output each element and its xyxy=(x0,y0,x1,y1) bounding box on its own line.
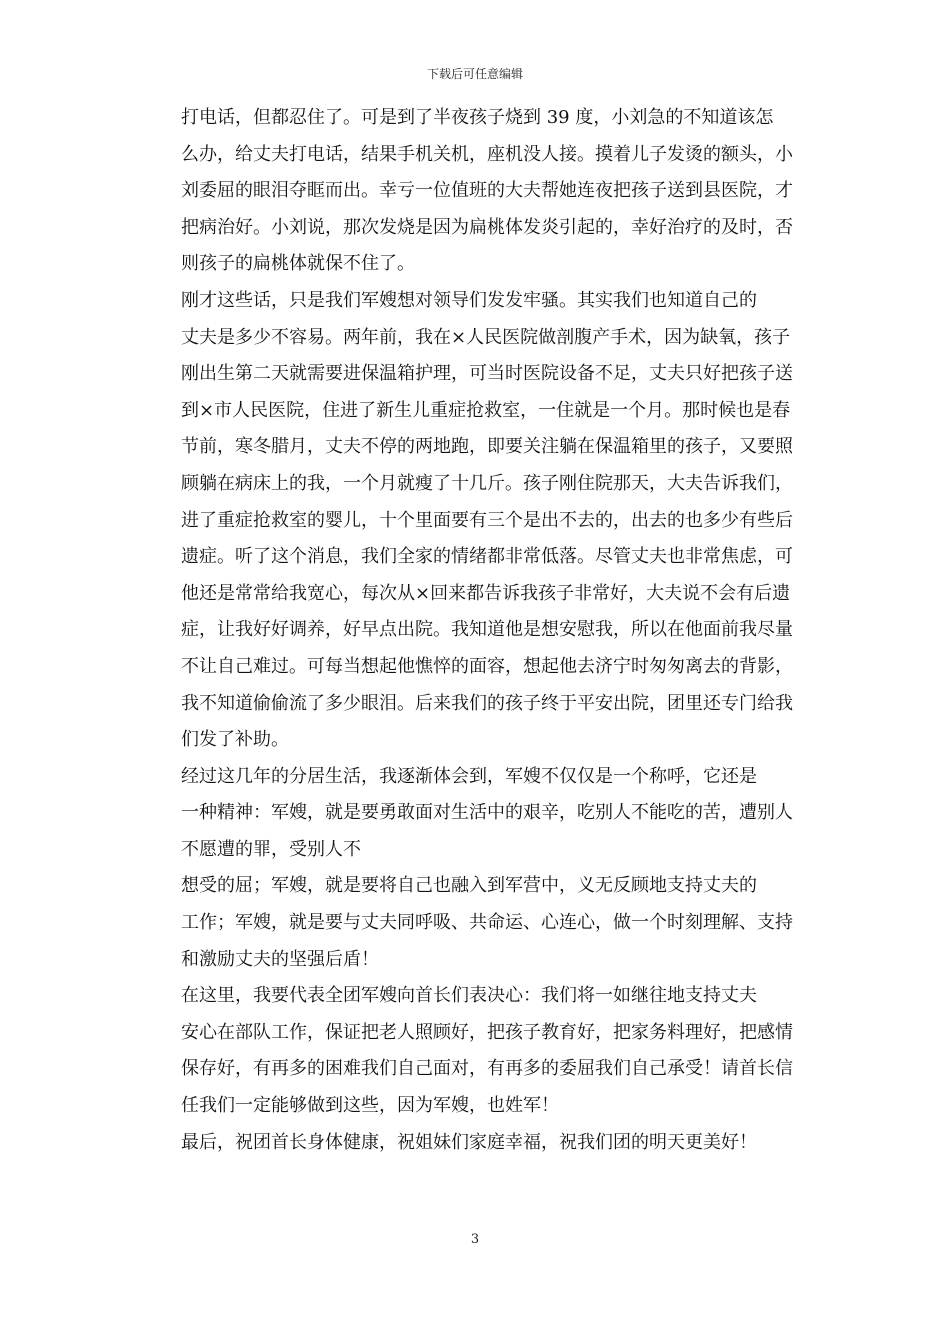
text-line: 刚出生第二天就需要进保温箱护理，可当时医院设备不足，丈夫只好把孩子送 xyxy=(181,363,793,385)
text-line: 节前，寒冬腊月，丈夫不停的两地跑，即要关注躺在保温箱里的孩子，又要照 xyxy=(181,436,793,458)
text-line: 经过这几年的分居生活，我逐渐体会到，军嫂不仅仅是一个称呼，它还是 xyxy=(181,765,757,787)
page-header: 下载后可任意编辑 xyxy=(426,67,523,81)
text-line: 刚才这些话，只是我们军嫂想对领导们发发牢骚。其实我们也知道自己的 xyxy=(181,289,757,311)
text-line: 进了重症抢救室的婴儿，十个里面要有三个是出不去的，出去的也多少有些后 xyxy=(181,509,793,531)
text-line: 丈夫是多少不容易。两年前，我在×人民医院做剖腹产手术，因为缺氧，孩子 xyxy=(181,326,791,348)
text-line: 想受的屈；军嫂，就是要将自己也融入到军营中，义无反顾地支持丈夫的 xyxy=(181,875,757,897)
text-line: 安心在部队工作，保证把老人照顾好，把孩子教育好，把家务料理好，把感情 xyxy=(181,1021,793,1043)
paragraph-2 xyxy=(145,283,805,759)
text-line: 在这里，我要代表全团军嫂向首长们表决心：我们将一如继往地支持丈夫 xyxy=(181,985,757,1007)
text-line: 们发了补助。 xyxy=(181,729,289,751)
text-line: 不愿遭的罪，受别人不 xyxy=(181,838,361,860)
text-line: 一种精神：军嫂，就是要勇敢面对生活中的艰辛，吃别人不能吃的苦，遭别人 xyxy=(181,802,793,824)
text-line: 遗症。听了这个消息，我们全家的情绪都非常低落。尽管丈夫也非常焦虑，可 xyxy=(181,546,793,568)
text-line: 把病治好。小刘说，那次发烧是因为扁桃体发炎引起的，幸好治疗的及时，否 xyxy=(181,216,793,238)
text-line: 最后，祝团首长身体健康，祝姐妹们家庭幸福，祝我们团的明天更美好！ xyxy=(181,1131,757,1153)
text-line: 么办，给丈夫打电话，结果手机关机，座机没人接。摸着儿子发烫的额头，小 xyxy=(181,143,793,165)
page-number: 3 xyxy=(470,1232,480,1247)
text-line: 工作；军嫂，就是要与丈夫同呼吸、共命运、心连心，做一个时刻理解、支持 xyxy=(181,912,793,934)
paragraph-5 xyxy=(145,978,805,1124)
paragraph-1 xyxy=(145,100,805,283)
text-line: 打电话，但都忍住了。可是到了半夜孩子烧到 39 度，小刘急的不知道该怎 xyxy=(181,107,774,128)
text-line: 顾躺在病床上的我，一个月就瘦了十几斤。孩子刚住院那天，大夫告诉我们， xyxy=(181,472,793,494)
text-line: 我不知道偷偷流了多少眼泪。后来我们的孩子终于平安出院，团里还专门给我 xyxy=(181,692,793,714)
text-line: 症，让我好好调养，好早点出院。我知道他是想安慰我，所以在他面前我尽量 xyxy=(181,619,793,641)
paragraph-3 xyxy=(145,759,805,869)
document-body xyxy=(145,100,805,1161)
text-line: 则孩子的扁桃体就保不住了。 xyxy=(181,253,415,275)
text-line: 保存好，有再多的困难我们自己面对，有再多的委屈我们自己承受！请首长信 xyxy=(181,1058,793,1080)
text-line: 他还是常常给我宽心，每次从×回来都告诉我孩子非常好，大夫说不会有后遗 xyxy=(181,582,791,604)
paragraph-4 xyxy=(145,868,805,978)
text-line: 和激励丈夫的坚强后盾！ xyxy=(181,948,379,970)
text-line: 不让自己难过。可每当想起他憔悴的面容，想起他去济宁时匆匆离去的背影， xyxy=(181,655,793,677)
text-line: 到×市人民医院，住进了新生儿重症抢救室，一住就是一个月。那时候也是春 xyxy=(181,399,791,421)
text-line: 刘委屈的眼泪夺眶而出。幸亏一位值班的大夫帮她连夜把孩子送到县医院，才 xyxy=(181,180,793,202)
text-line: 任我们一定能够做到这些，因为军嫂，也姓军！ xyxy=(181,1095,559,1117)
paragraph-6 xyxy=(145,1125,805,1162)
